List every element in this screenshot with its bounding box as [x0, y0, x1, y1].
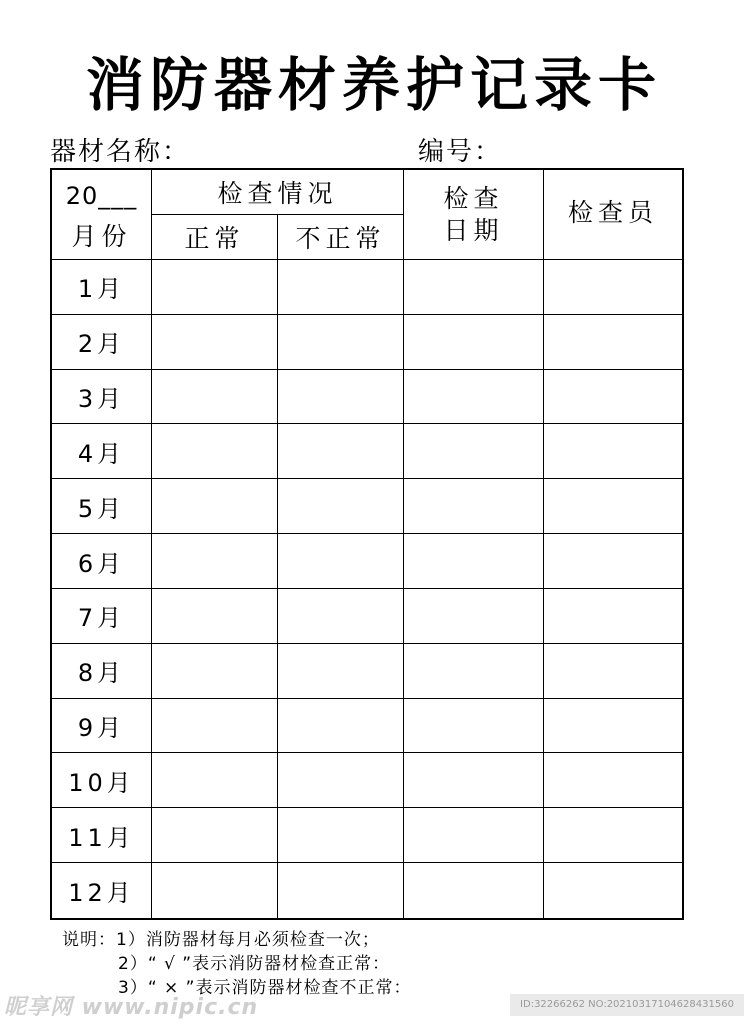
- table-cell: [544, 589, 682, 644]
- inspection-status-header: 检查情况: [152, 170, 404, 215]
- table-cell: [278, 699, 404, 754]
- table-cell: [544, 753, 682, 808]
- table-cell: [404, 863, 544, 918]
- table-cell: [404, 424, 544, 479]
- number-label: 编号：: [418, 137, 503, 167]
- table-cell: [404, 589, 544, 644]
- month-label: 6月: [52, 534, 152, 589]
- table-cell: [152, 315, 278, 370]
- inspection-date-header: [404, 170, 544, 260]
- note-line-3: 3）“ × ”表示消防器材检查不正常：: [118, 978, 412, 998]
- table-cell: [544, 260, 682, 315]
- table-cell: [278, 753, 404, 808]
- month-label: 10月: [52, 753, 152, 808]
- table-cell: [152, 644, 278, 699]
- inspector-column-header: 检查员: [544, 170, 682, 260]
- note-line-2: 2）“ √ ”表示消防器材检查正常：: [118, 954, 391, 974]
- table-cell: [404, 644, 544, 699]
- table-cell: [404, 753, 544, 808]
- year-label: 20___: [52, 170, 152, 215]
- normal-column-header: 正常: [152, 215, 278, 260]
- month-label: 8月: [52, 644, 152, 699]
- page-title: 消防器材养护记录卡: [85, 51, 662, 119]
- table-cell: [544, 699, 682, 754]
- equipment-name-label: 器材名称：: [50, 137, 191, 167]
- table-cell: [404, 699, 544, 754]
- table-cell: [278, 260, 404, 315]
- date-header-line1: 检查: [443, 183, 504, 213]
- month-label: 7月: [52, 589, 152, 644]
- table-cell: [278, 315, 404, 370]
- table-cell: [544, 644, 682, 699]
- maintenance-record-table: [50, 168, 684, 920]
- table-cell: [152, 424, 278, 479]
- table-cell: [278, 534, 404, 589]
- table-cell: [404, 260, 544, 315]
- table-cell: [404, 808, 544, 863]
- table-cell: [152, 753, 278, 808]
- table-cell: [152, 260, 278, 315]
- month-label: 4月: [52, 424, 152, 479]
- table-cell: [152, 479, 278, 534]
- watermark-logo: 昵享网 www.nipic.cn: [4, 995, 259, 1020]
- month-label: 1月: [52, 260, 152, 315]
- table-cell: [152, 589, 278, 644]
- month-label: 12月: [52, 863, 152, 918]
- date-header-line2: 日期: [443, 215, 504, 245]
- month-label: 2月: [52, 315, 152, 370]
- table-cell: [152, 863, 278, 918]
- abnormal-column-header: 不正常: [278, 215, 404, 260]
- month-label: 11月: [52, 808, 152, 863]
- table-cell: [278, 424, 404, 479]
- table-cell: [278, 644, 404, 699]
- table-cell: [544, 808, 682, 863]
- table-cell: [152, 808, 278, 863]
- table-cell: [152, 699, 278, 754]
- table-cell: [278, 589, 404, 644]
- table-cell: [278, 863, 404, 918]
- table-cell: [544, 479, 682, 534]
- table-cell: [404, 479, 544, 534]
- table-cell: [544, 315, 682, 370]
- table-cell: [404, 534, 544, 589]
- table-cell: [404, 315, 544, 370]
- note-line-1: 说明：1）消防器材每月必须检查一次；: [62, 930, 380, 950]
- table-cell: [544, 534, 682, 589]
- table-cell: [152, 370, 278, 425]
- month-label: 5月: [52, 479, 152, 534]
- table-cell: [544, 424, 682, 479]
- table-cell: [152, 534, 278, 589]
- month-label: 3月: [52, 370, 152, 425]
- table-cell: [278, 808, 404, 863]
- table-cell: [544, 863, 682, 918]
- table-cell: [278, 370, 404, 425]
- table-cell: [544, 370, 682, 425]
- month-column-header: 月份: [52, 215, 152, 260]
- table-cell: [404, 370, 544, 425]
- table-cell: [278, 479, 404, 534]
- watermark-id: ID:32266262 NO:20210317104628431560: [510, 994, 744, 1016]
- month-label: 9月: [52, 699, 152, 754]
